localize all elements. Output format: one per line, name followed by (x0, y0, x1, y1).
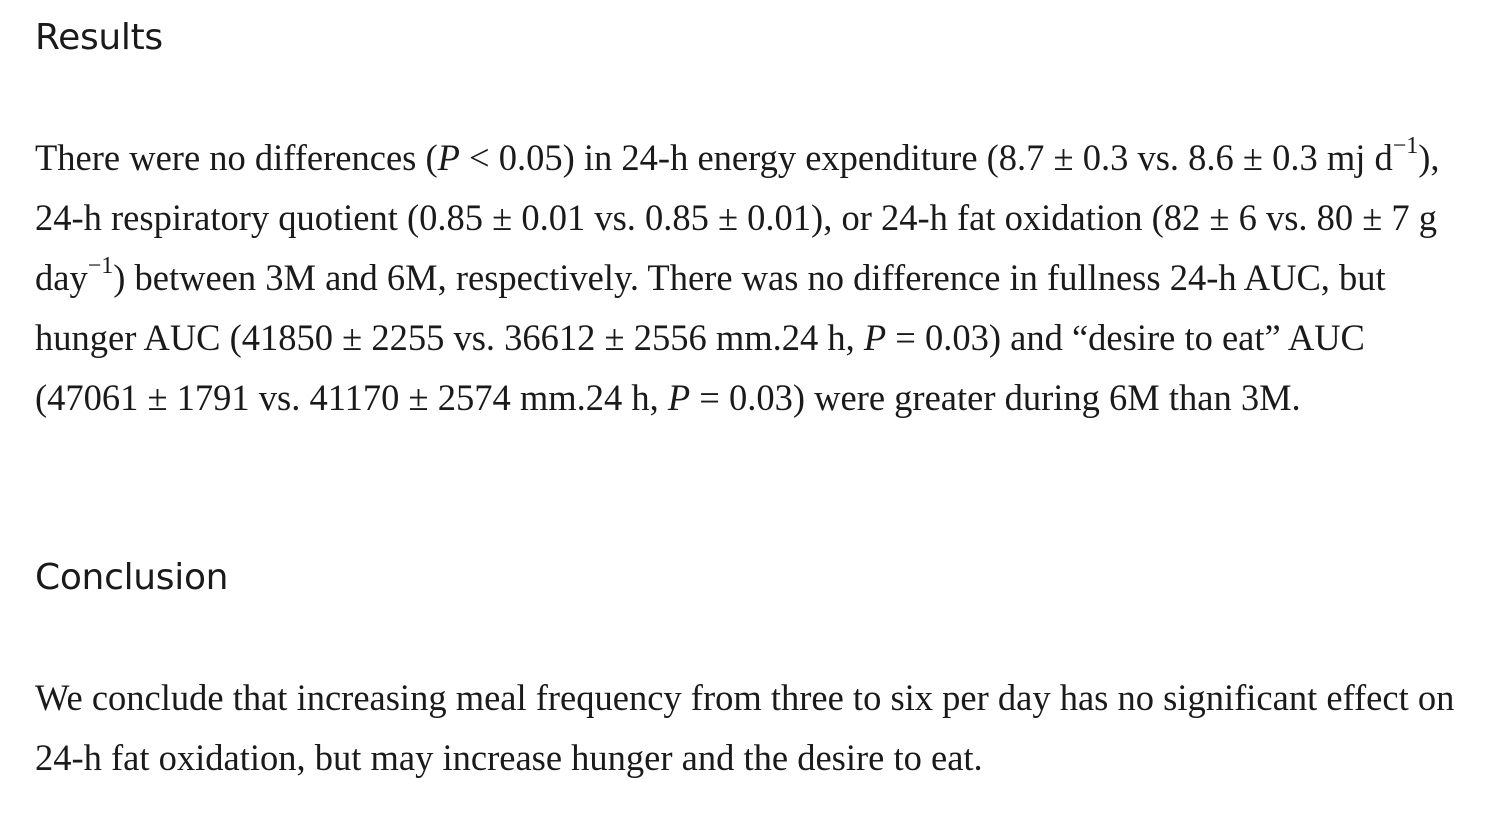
unit-exponent: −1 (87, 253, 114, 280)
results-paragraph (35, 128, 1475, 428)
results-text-1: There were no differences ( (35, 137, 438, 178)
unit-exponent: −1 (1392, 133, 1419, 160)
conclusion-paragraph: We conclude that increasing meal frequency from three to six per day has no significant effect on 24-h fat oxidation, but may increase hunger and the desire to eat. (35, 677, 1455, 778)
conclusion-heading: Conclusion (35, 557, 229, 598)
results-heading: Results (35, 17, 163, 58)
results-text-2: < 0.05) in 24-h energy expenditure (8.7 ± 0.3 vs. 8.6 ± 0.3 mj d (459, 137, 1393, 178)
results-text-5: = 0.03) and “desire to eat” AUC (47061 ± 1791 vs. 41170 ± 2574 mm.24 h, (35, 317, 1365, 418)
p-value-symbol: P (667, 377, 691, 418)
results-text-6: = 0.03) were greater during 6M than 3M. (690, 377, 1301, 418)
results-text-4: ) between 3M and 6M, respectively. There was no difference in fullness 24-h AUC, but hunger AUC (41850 ± 2255 vs. 36612 ± 2556 mm.24 h, (35, 257, 1386, 358)
p-value-symbol: P (863, 317, 887, 358)
p-value-symbol: P (437, 137, 460, 178)
results-text-3: ), 24-h respiratory quotient (0.85 ± 0.01 vs. 0.85 ± 0.01), or 24-h fat oxidation (82 ± 6 vs. 80 ± 7 g day (35, 137, 1440, 298)
